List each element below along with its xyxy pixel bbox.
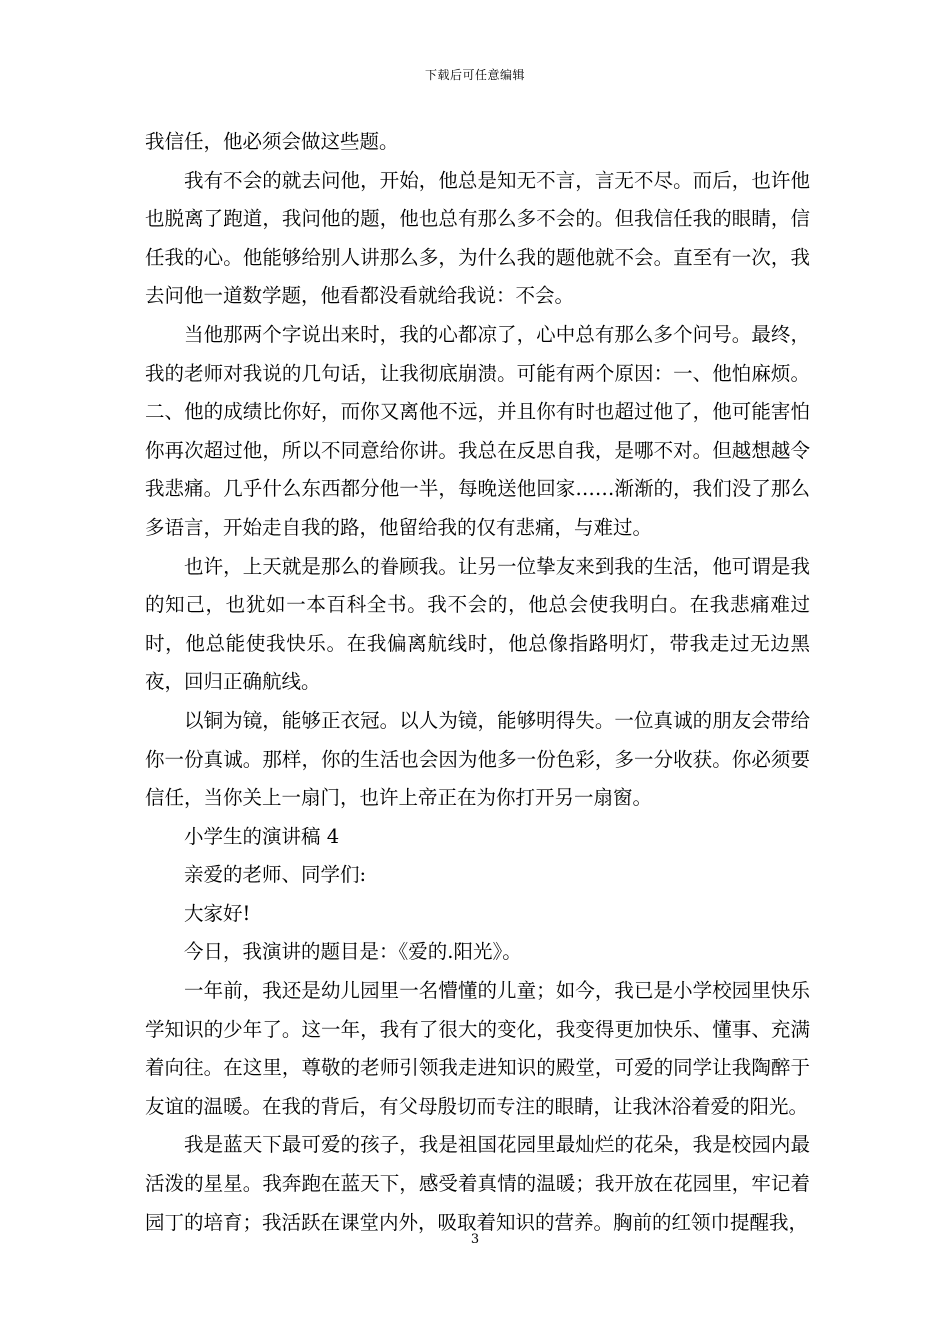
paragraph: 当他那两个字说出来时，我的心都凉了，心中总有那么多个问号。最终，我的老师对我说的几句话，让我彻底崩溃。可能有两个原因：一、他怕麻烦。二、他的成绩比你好，而你又离他不远，并且你有时也超过他了，他可能害怕你再次超过他，所以不同意给你讲。我总在反思自我，是哪不对。但越想越令我悲痛。几乎什么东西都分他一半，每晚送他回家……渐渐的，我们没了那么多语言，开始走自我的路，他留给我的仅有悲痛，与难过。 [145, 322, 810, 539]
section-title: 小学生的演讲稿 4 [184, 824, 340, 848]
document-body [145, 123, 810, 1242]
greeting: 大家好! [184, 901, 251, 925]
paragraph: 我是蓝天下最可爱的孩子，我是祖国花园里最灿烂的花朵，我是校园内最活泼的星星。我奔跑在蓝天下，感受着真情的温暖；我开放在花园里，牢记着园丁的培育；我活跃在课堂内外，吸取着知识的营养。胸前的红领巾提醒我， [145, 1133, 810, 1234]
paragraph: 我信任，他必须会做这些题。 [145, 130, 399, 153]
page-header: 下载后可任意编辑 [424, 68, 525, 82]
speech-topic: 今日，我演讲的题目是：《爱的.阳光》。 [184, 940, 522, 964]
paragraph: 以铜为镜，能够正衣冠。以人为镜，能够明得失。一位真诚的朋友会带给你一份真诚。那样，你的生活也会因为他多一份色彩，多一分收获。你必须要信任，当你关上一扇门，也许上帝正在为你打开另一扇窗。 [145, 708, 810, 810]
paragraph: 我有不会的就去问他，开始，他总是知无不言，言无不尽。而后，也许他也脱离了跑道，我问他的题，他也总有那么多不会的。但我信任我的眼睛，信任我的心。他能够给别人讲那么多，为什么我的题他就不会。直至有一次，我去问他一道数学题，他看都没看就给我说：不会。 [145, 168, 810, 308]
salutation: 亲爱的老师、同学们: [184, 863, 367, 887]
paragraph: 也许，上天就是那么的眷顾我。让另一位挚友来到我的生活，他可谓是我的知己，也犹如一本百科全书。我不会的，他总会使我明白。在我悲痛难过时，他总能使我快乐。在我偏离航线时，他总像指路明灯，带我走过无边黑夜，回归正确航线。 [145, 554, 810, 694]
paragraph: 一年前，我还是幼儿园里一名懵懂的儿童；如今，我已是小学校园里快乐学知识的少年了。这一年，我有了很大的变化，我变得更加快乐、懂事、充满着向往。在这里，尊敬的老师引领我走进知识的殿堂，可爱的同学让我陶醉于友谊的温暖。在我的背后，有父母殷切而专注的眼睛，让我沐浴着爱的阳光。 [145, 979, 810, 1118]
page-number: 3 [470, 1232, 480, 1247]
